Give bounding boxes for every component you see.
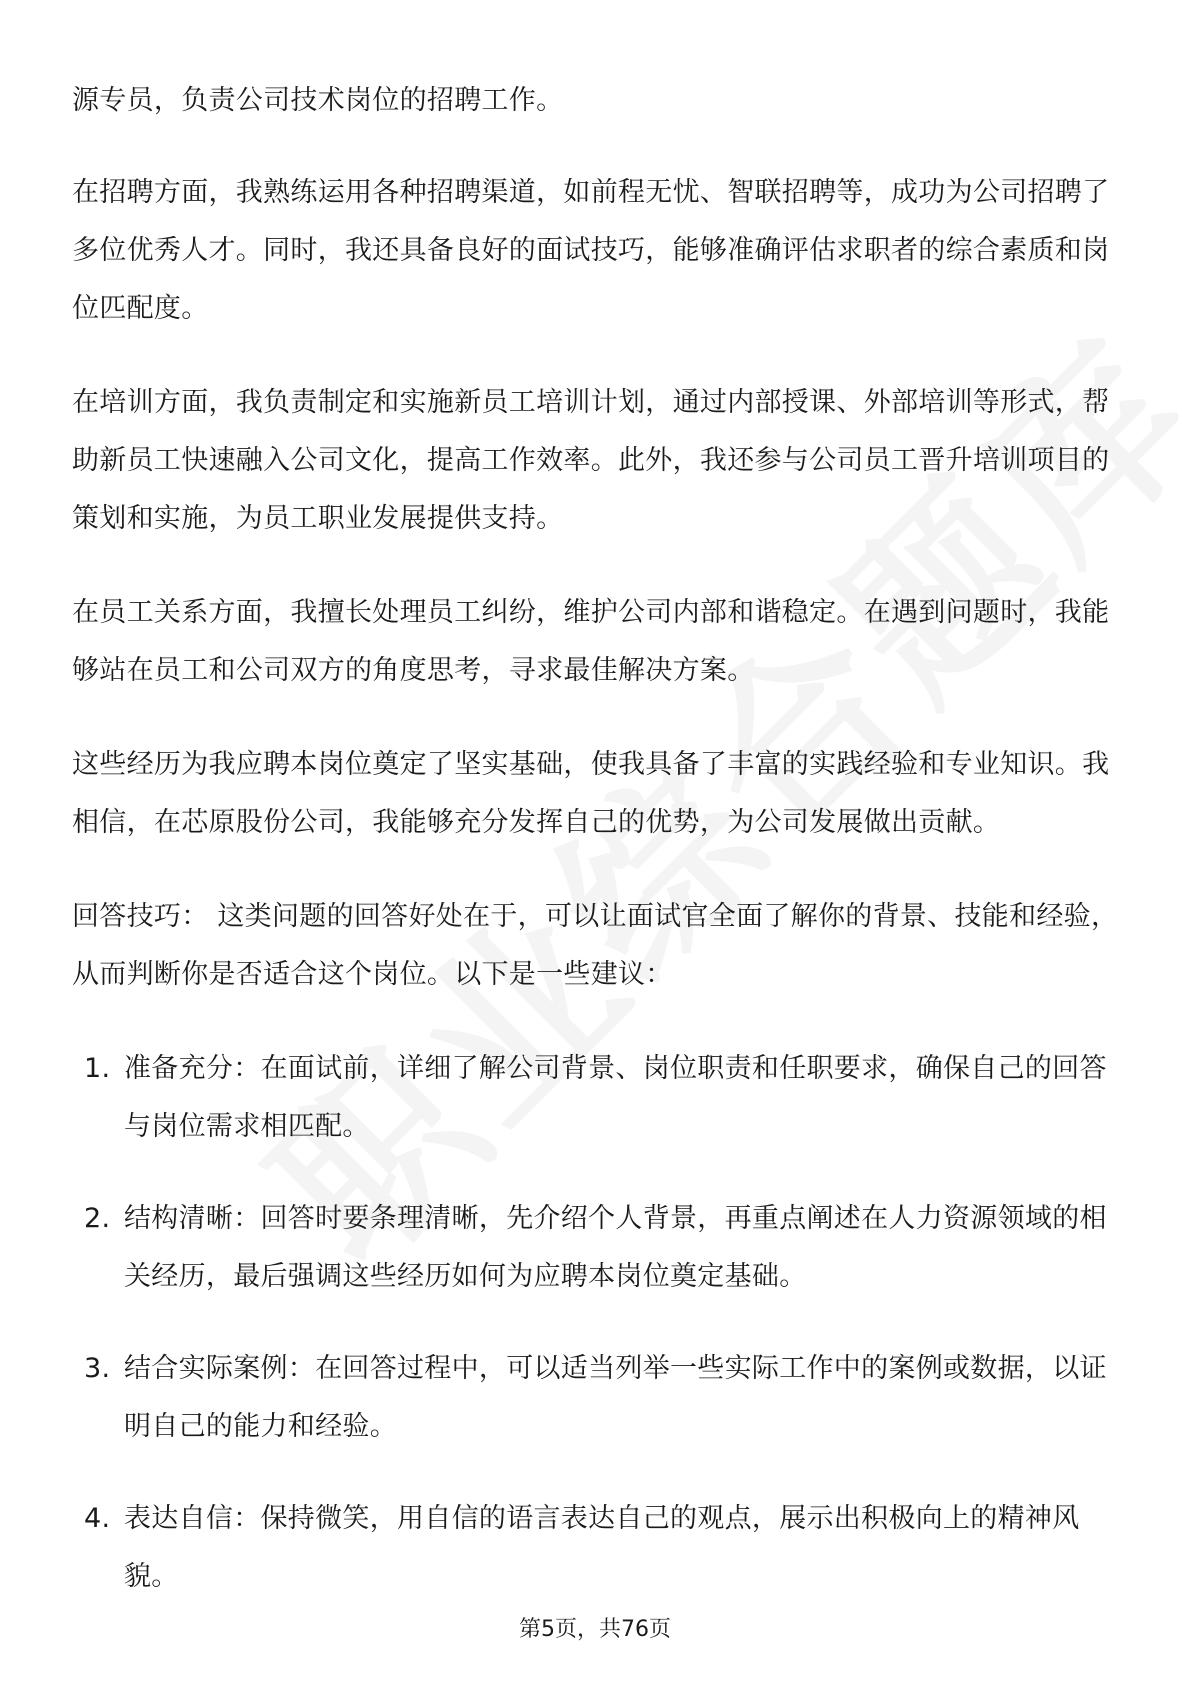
paragraph-intro-continuation: 源专员，负责公司技术岗位的招聘工作。: [72, 85, 564, 116]
list-item-number: 3.: [84, 1353, 111, 1384]
paragraph-answer-tips: 回答技巧： 这类问题的回答好处在于，可以让面试官全面了解你的背景、技能和经验，从而判断你是否适合这个岗位。以下是一些建议：: [72, 901, 1119, 990]
list-item-text: 结合实际案例：在回答过程中，可以适当列举一些实际工作中的案例或数据，以证明自己的能力和经验。: [124, 1353, 1107, 1442]
paragraph-recruitment: 在招聘方面，我熟练运用各种招聘渠道，如前程无忧、智联招聘等，成功为公司招聘了多位优秀人才。同时，我还具备良好的面试技巧，能够准确评估求职者的综合素质和岗位匹配度。: [72, 177, 1110, 324]
list-item: [72, 1040, 1122, 1156]
paragraph-training: 在培训方面，我负责制定和实施新员工培训计划，通过内部授课、外部培训等形式，帮助新员工快速融入公司文化，提高工作效率。此外，我还参与公司员工晋升培训项目的策划和实施，为员工职业发展提供支持。: [72, 387, 1110, 534]
list-item-text: 准备充分：在面试前，详细了解公司背景、岗位职责和任职要求，确保自己的回答与岗位需求相匹配。: [124, 1053, 1107, 1142]
list-item: [72, 1340, 1122, 1456]
document-body: [72, 72, 1122, 1640]
tips-list: [72, 1040, 1122, 1606]
list-item: [72, 1490, 1122, 1606]
paragraph-summary: 这些经历为我应聘本岗位奠定了坚实基础，使我具备了丰富的实践经验和专业知识。我相信，在芯原股份公司，我能够充分发挥自己的优势，为公司发展做出贡献。: [72, 749, 1110, 838]
list-item-number: 2.: [84, 1203, 111, 1234]
paragraph-employee-relations: 在员工关系方面，我擅长处理员工纠纷，维护公司内部和谐稳定。在遇到问题时，我能够站在员工和公司双方的角度思考，寻求最佳解决方案。: [72, 597, 1110, 686]
page-number: 第5页，共76页: [519, 1617, 671, 1642]
list-item: [72, 1190, 1122, 1306]
list-item-text: 结构清晰：回答时要条理清晰，先介绍个人背景，再重点阐述在人力资源领域的相关经历，最后强调这些经历如何为应聘本岗位奠定基础。: [124, 1203, 1107, 1292]
list-item-text: 表达自信：保持微笑，用自信的语言表达自己的观点，展示出积极向上的精神风貌。: [124, 1503, 1080, 1592]
list-item-number: 1.: [84, 1053, 111, 1084]
list-item-number: 4.: [84, 1503, 111, 1534]
page-footer: [0, 1612, 1190, 1643]
